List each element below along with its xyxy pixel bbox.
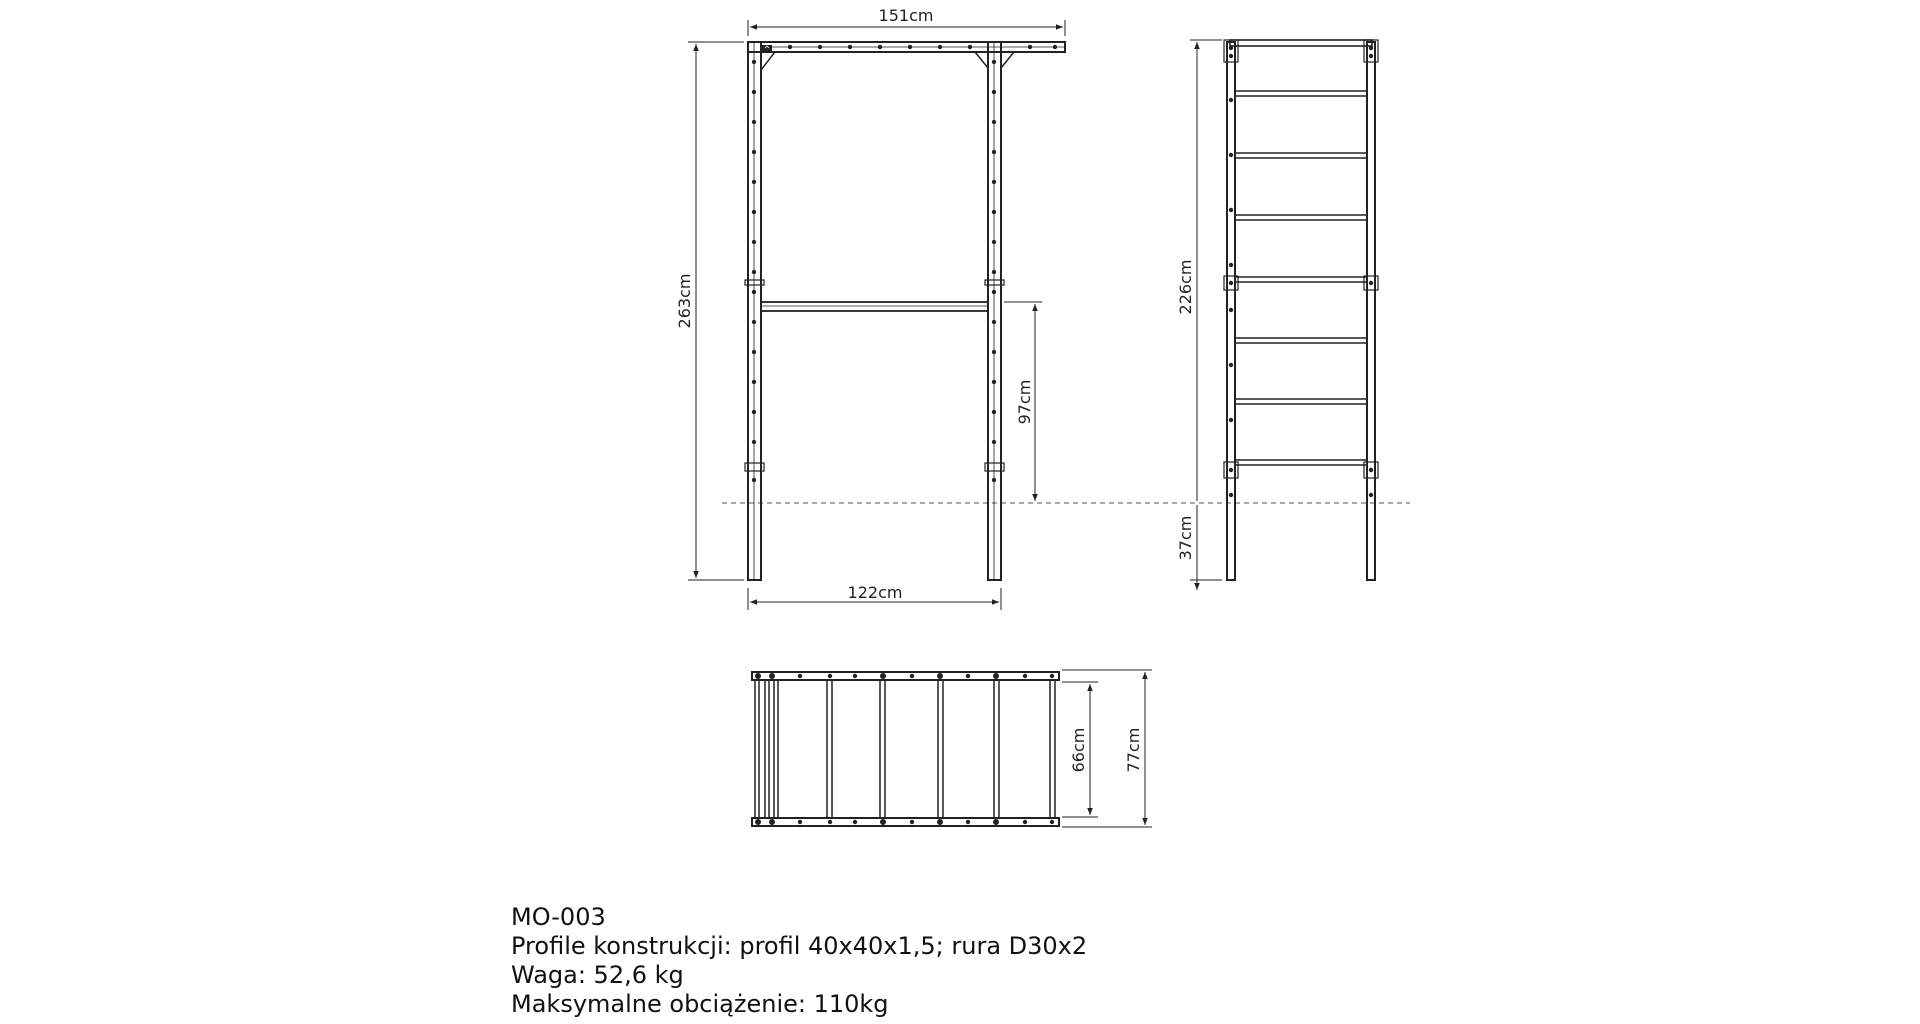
front-view (745, 42, 1065, 580)
side-view (1224, 40, 1378, 580)
max-load-spec: Maksymalne obciążenie: 110kg (511, 990, 889, 1018)
profiles-spec: Profile konstrukcji: profil 40x40x1,5; rura D30x2 (511, 932, 1088, 960)
dim-bar-height: 97cm (1015, 379, 1034, 425)
dim-width-bottom: 122cm (847, 583, 903, 602)
dim-outer-depth: 77cm (1124, 727, 1143, 773)
front-view-bolts (752, 45, 1057, 482)
specifications (511, 903, 1087, 1019)
dim-side-height: 226cm (1176, 259, 1195, 315)
model-code: MO-003 (511, 903, 606, 931)
weight-spec: Waga: 52,6 kg (511, 961, 684, 989)
brand-logo-icon (762, 45, 772, 51)
front-dimension-lines (688, 20, 1065, 610)
dim-height-total: 263cm (675, 273, 694, 329)
side-view-bolts (1229, 46, 1373, 497)
dim-width-top: 151cm (878, 6, 934, 25)
dim-ground-depth: 37cm (1176, 515, 1195, 561)
top-view-bolts (755, 673, 1054, 825)
dim-inner-depth: 66cm (1069, 727, 1088, 773)
top-view (752, 672, 1059, 826)
